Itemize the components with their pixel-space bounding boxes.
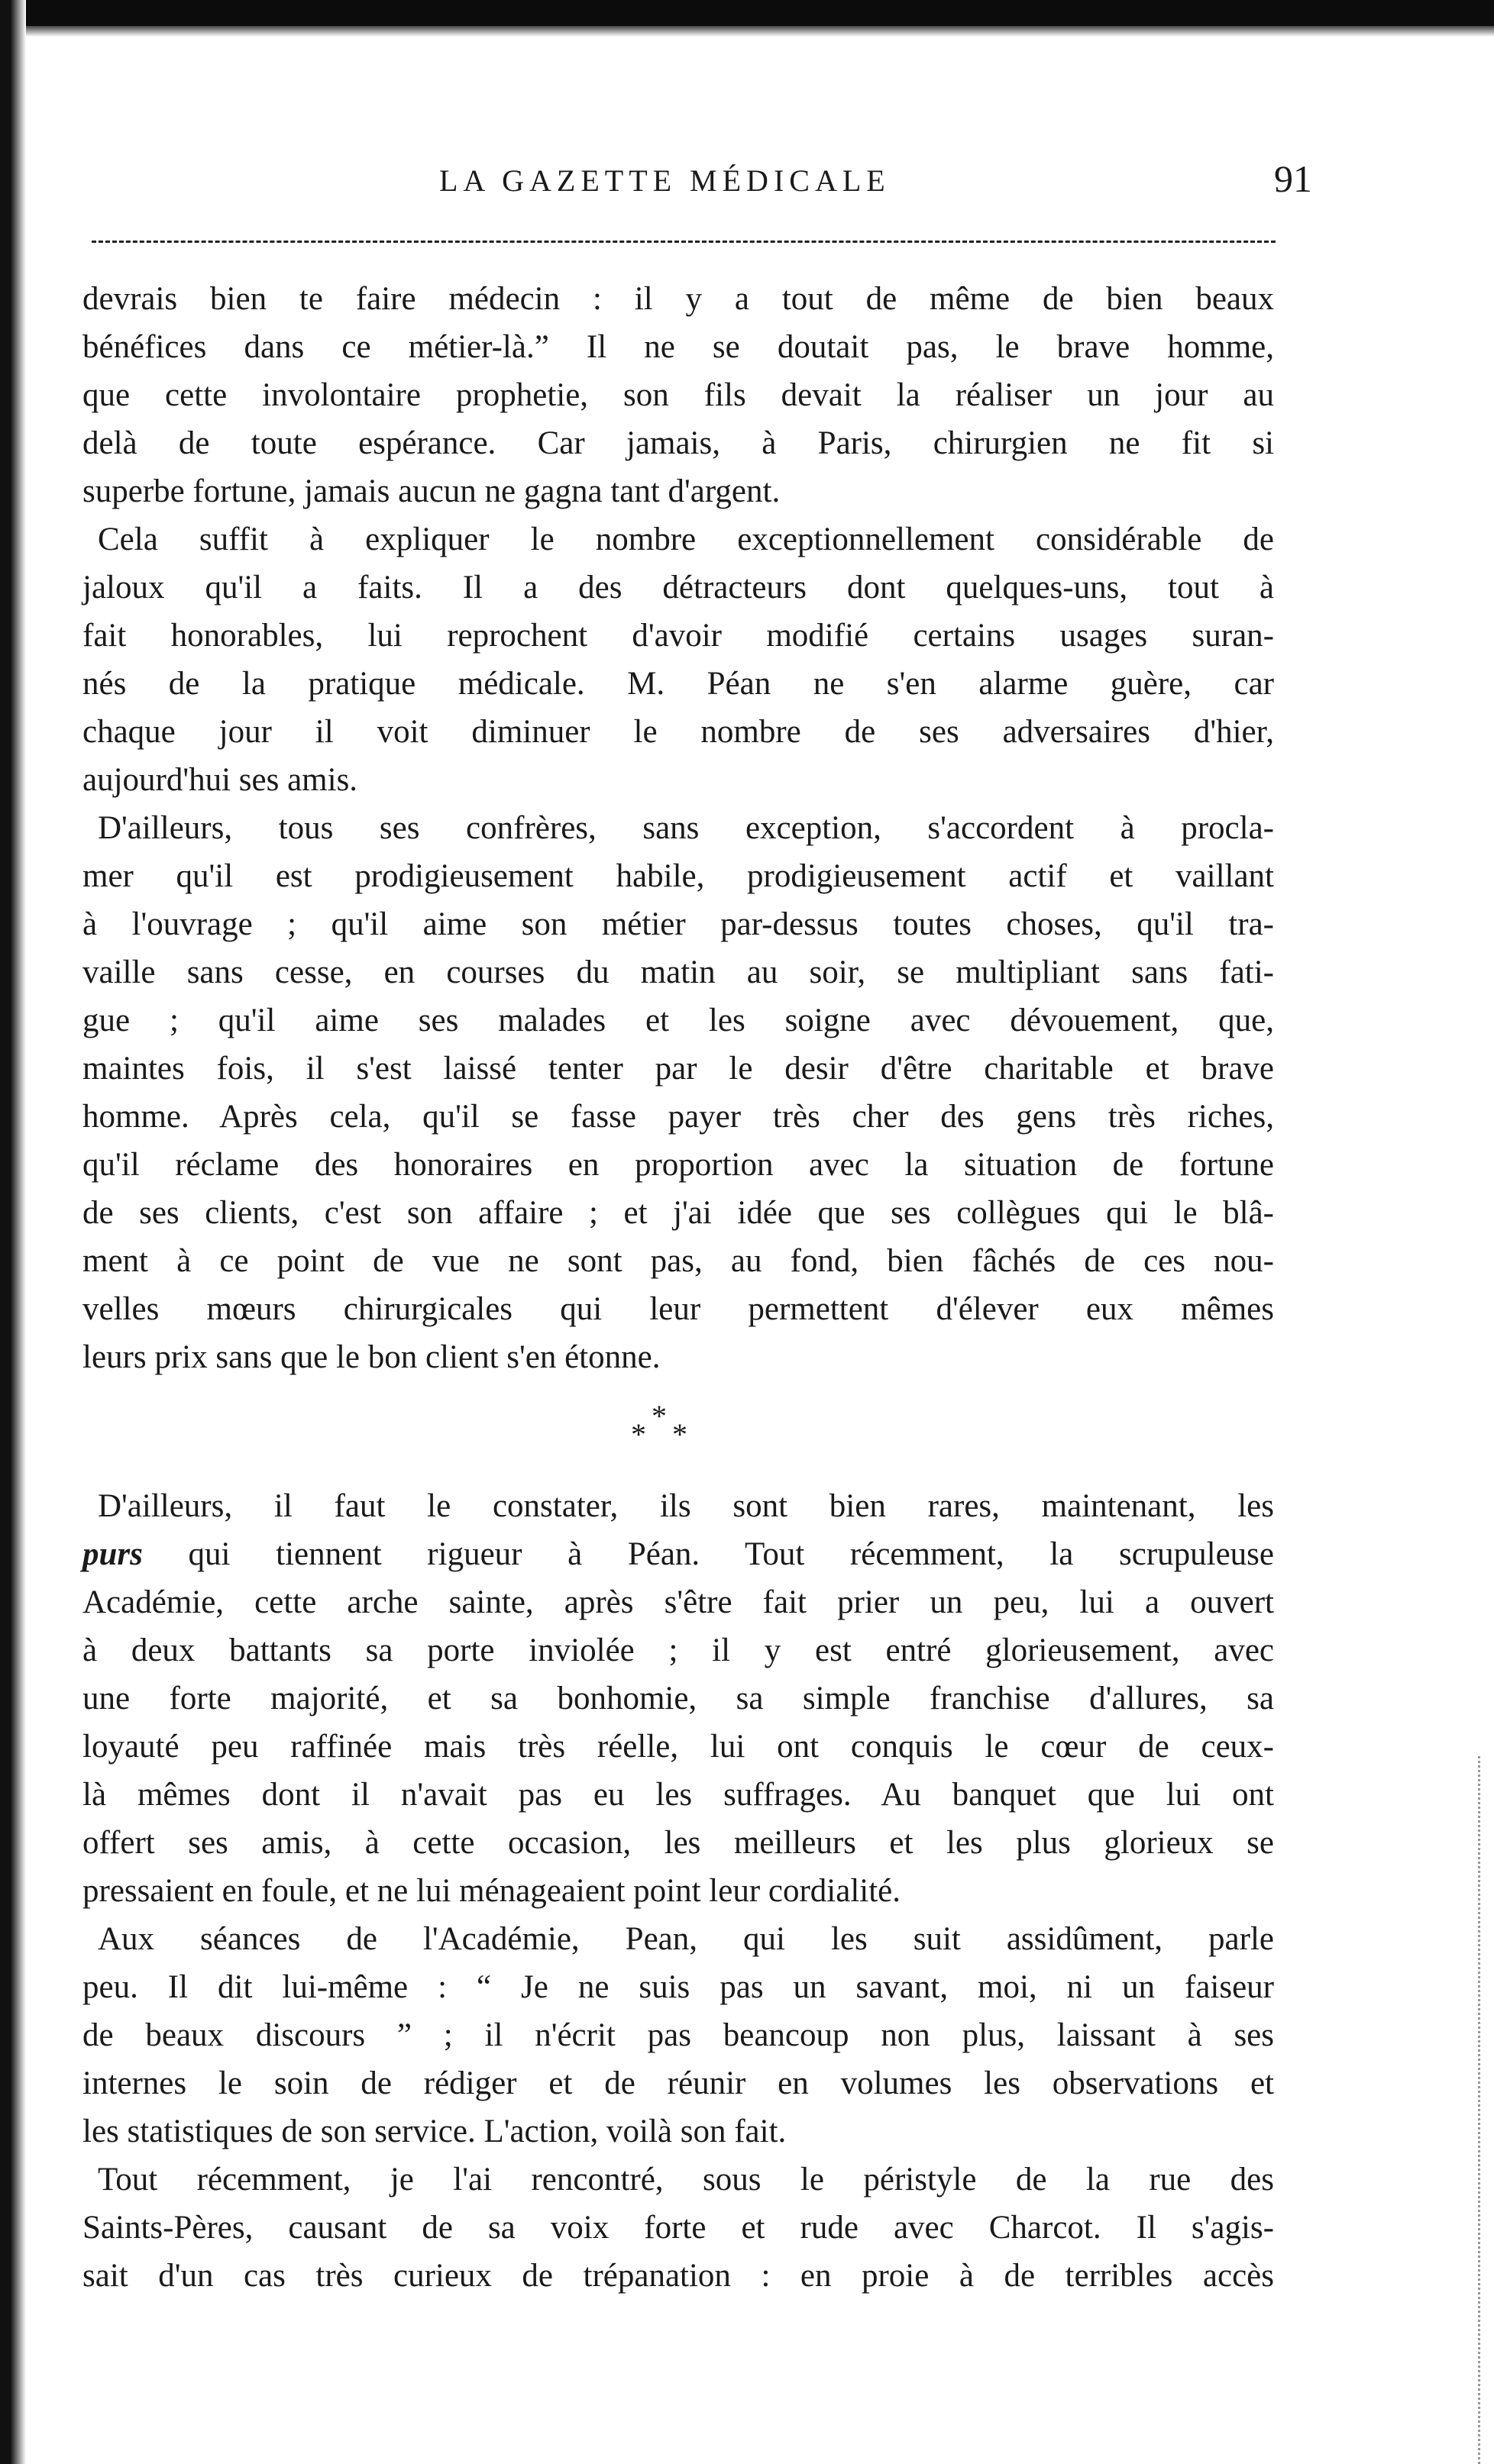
text-line: Cela suffit à expliquer le nombre exceptionnellement considérable de <box>98 522 1274 557</box>
text-line: devrais bien te faire médecin : il y a tout de même de bien beaux <box>82 281 1274 317</box>
text-line: chaque jour il voit diminuer le nombre de ses adversaires d'hier, <box>82 714 1274 750</box>
body-text <box>82 275 1274 2300</box>
text-line: superbe fortune, jamais aucun ne gagna tant d'argent. <box>82 473 781 509</box>
scan-top-shadow <box>0 26 1494 37</box>
text-line: D'ailleurs, tous ses confrères, sans exception, s'accordent à procla- <box>98 810 1274 846</box>
text-line: les statistiques de son service. L'action, voilà son fait. <box>82 2114 787 2149</box>
text-line: fait honorables, lui reprochent d'avoir modifié certains usages suran- <box>82 618 1274 654</box>
italic-word: purs <box>82 1536 143 1572</box>
text-line: Académie, cette arche sainte, après s'être fait prier un peu, lui a ouvert <box>82 1584 1274 1620</box>
line-rest: qui tiennent rigueur à Péan. Tout récemment, la scrupuleuse <box>142 1536 1274 1572</box>
text-line: mer qu'il est prodigieusement habile, prodigieusement actif et vaillant <box>82 858 1274 894</box>
text-line: nés de la pratique médicale. M. Péan ne s'en alarme guère, car <box>82 666 1274 702</box>
text-line: Tout récemment, je l'ai rencontré, sous le péristyle de la rue des <box>98 2162 1274 2198</box>
text-line: homme. Après cela, qu'il se fasse payer très cher des gens très riches, <box>82 1099 1274 1135</box>
text-line: maintes fois, il s'est laissé tenter par le desir d'être charitable et brave <box>82 1051 1274 1087</box>
running-title: LA GAZETTE MÉDICALE <box>439 163 891 198</box>
text-line: D'ailleurs, il faut le constater, ils sont bien rares, maintenant, les <box>98 1488 1274 1524</box>
header-rule <box>92 241 1276 243</box>
text-line: à deux battants sa porte inviolée ; il y est entré glorieusement, avec <box>82 1632 1274 1668</box>
asterism-ornament <box>82 1381 1274 1482</box>
text-line: offert ses amis, à cette occasion, les meilleurs et les plus glorieux se <box>82 1825 1274 1861</box>
text-line: une forte majorité, et sa bonhomie, sa simple franchise d'allures, sa <box>82 1681 1274 1716</box>
text-line: gue ; qu'il aime ses malades et les soigne avec dévouement, que, <box>82 1003 1274 1038</box>
text-line: de ses clients, c'est son affaire ; et j'ai idée que ses collègues qui le blâ- <box>82 1195 1274 1231</box>
text-line: sait d'un cas très curieux de trépanation : en proie à de terribles accès <box>82 2258 1274 2294</box>
scan-right-marks <box>1478 1756 1491 2464</box>
text-line: velles mœurs chirurgicales qui leur permettent d'élever eux mêmes <box>82 1291 1274 1327</box>
text-line: Aux séances de l'Académie, Pean, qui les suit assidûment, parle <box>98 1921 1274 1957</box>
asterism-star: * <box>672 1417 687 1452</box>
running-head <box>84 157 1312 202</box>
text-line: internes le soin de rédiger et de réunir en volumes les observations et <box>82 2065 1274 2101</box>
text-line: aujourd'hui ses amis. <box>82 762 358 798</box>
text-line: pressaient en foule, et ne lui ménageaient point leur cordialité. <box>82 1873 901 1909</box>
text-line: leurs prix sans que le bon client s'en étonne. <box>82 1339 661 1375</box>
text-line: que cette involontaire prophetie, son fils devait la réaliser un jour au <box>82 377 1274 413</box>
text-line: delà de toute espérance. Car jamais, à Paris, chirurgien ne fit si <box>82 425 1274 461</box>
text-line: jaloux qu'il a faits. Il a des détracteurs dont quelques-uns, tout à <box>82 570 1274 606</box>
asterism-star: * <box>652 1399 667 1433</box>
text-line: de beaux discours ” ; il n'écrit pas beancoup non plus, laissant à ses <box>82 2017 1274 2053</box>
text-line: là mêmes dont il n'avait pas eu les suffrages. Au banquet que lui ont <box>82 1777 1274 1813</box>
text-line: peu. Il dit lui-même : “ Je ne suis pas un savant, moi, ni un faiseur <box>82 1969 1274 2005</box>
page-number: 91 <box>1274 157 1312 200</box>
text-line: Saints-Pères, causant de sa voix forte et rude avec Charcot. Il s'agis- <box>82 2210 1274 2246</box>
text-line: bénéfices dans ce métier-là.” Il ne se doutait pas, le brave homme, <box>82 329 1274 365</box>
text-line: loyauté peu raffinée mais très réelle, lui ont conquis le cœur de ceux- <box>82 1729 1274 1765</box>
scan-top-edge <box>0 0 1494 26</box>
text-line: vaille sans cesse, en courses du matin au soir, se multipliant sans fati- <box>82 954 1274 990</box>
text-line-purs <box>82 1530 1274 1578</box>
scan-left-edge <box>0 0 26 2464</box>
text-line: ment à ce point de vue ne sont pas, au fond, bien fâchés de ces nou- <box>82 1243 1274 1279</box>
text-line: qu'il réclame des honoraires en proportion avec la situation de fortune <box>82 1147 1274 1183</box>
asterism-star: * <box>631 1417 646 1452</box>
text-line: à l'ouvrage ; qu'il aime son métier par-dessus toutes choses, qu'il tra- <box>82 906 1274 942</box>
